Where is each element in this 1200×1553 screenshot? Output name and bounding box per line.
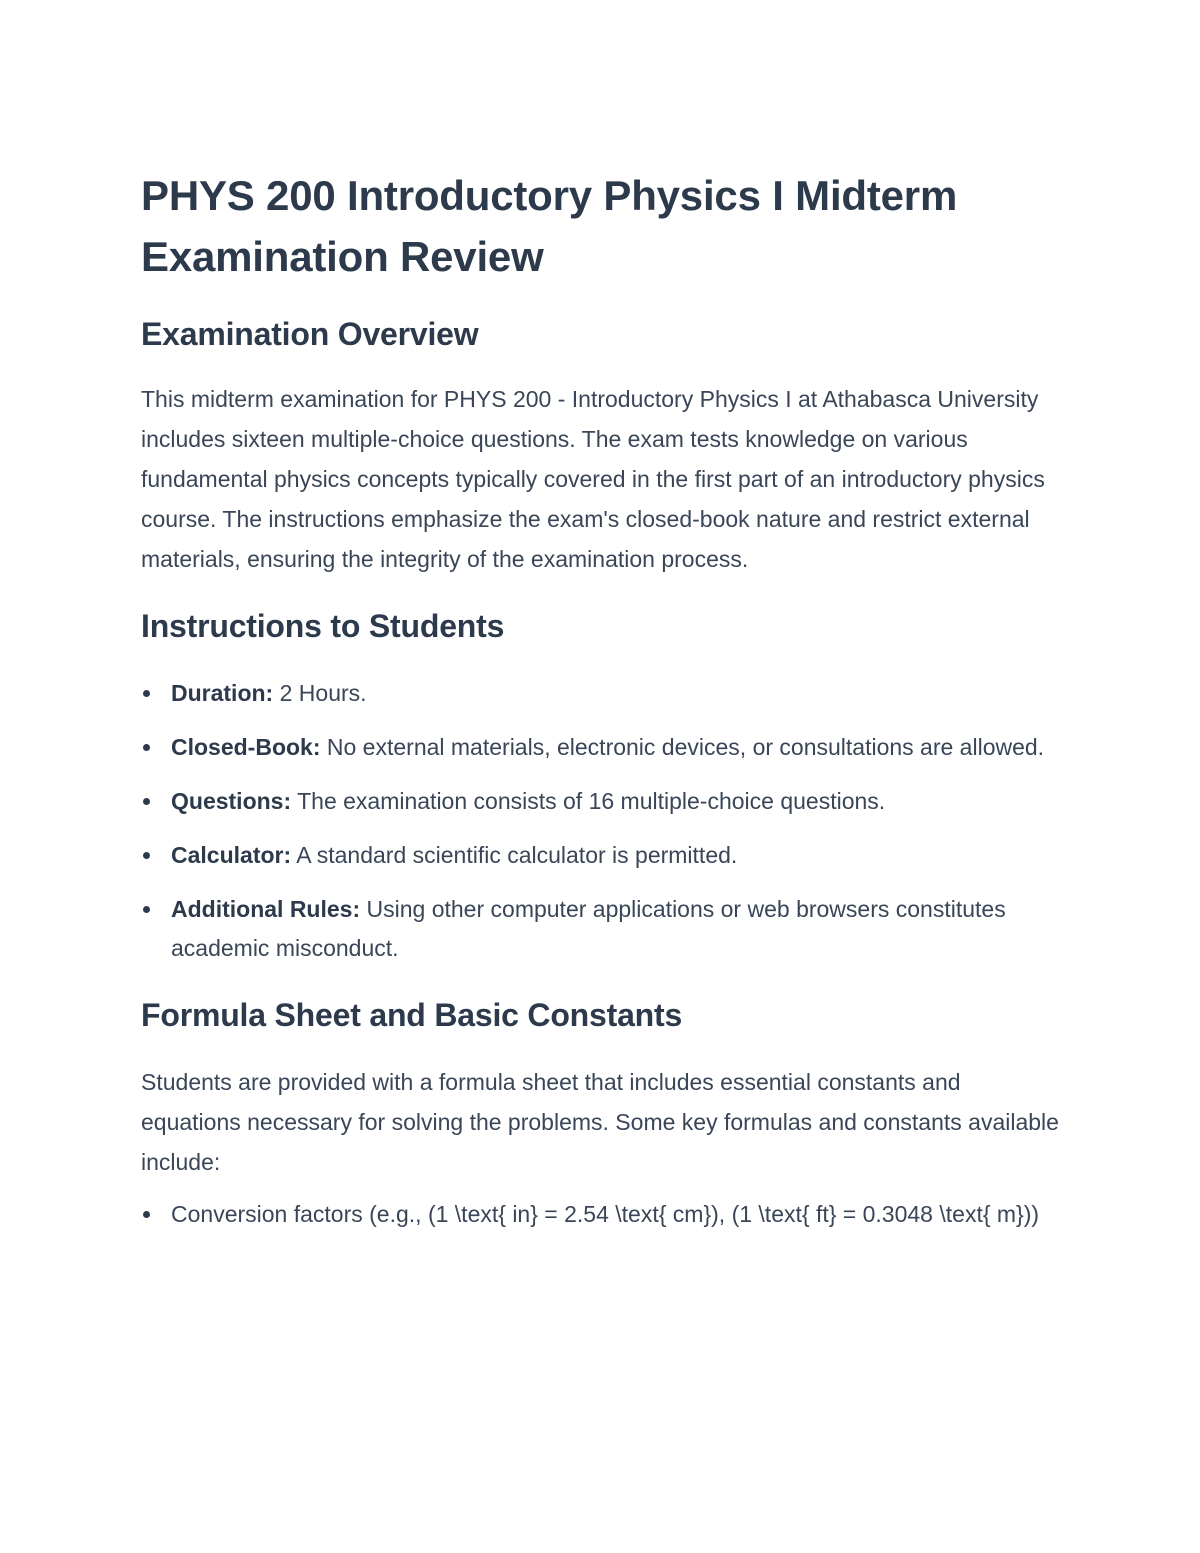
item-label: Additional Rules: bbox=[171, 896, 361, 922]
list-item bbox=[141, 836, 1061, 875]
section-heading-instructions: Instructions to Students bbox=[141, 608, 505, 644]
item-label: Calculator: bbox=[171, 842, 292, 868]
bullet-icon bbox=[143, 744, 150, 751]
document-title: PHYS 200 Introductory Physics I Midterm Examination Review bbox=[141, 172, 958, 280]
formula-paragraph: Students are provided with a formula sheet that includes essential constants and equations necessary for solving the problems. Some key formulas and constants available include: bbox=[141, 1069, 1059, 1175]
section-heading-formula-sheet: Formula Sheet and Basic Constants bbox=[141, 997, 683, 1033]
list-item bbox=[141, 782, 1061, 821]
bullet-icon bbox=[143, 690, 150, 697]
list-item bbox=[141, 890, 1061, 968]
list-item bbox=[141, 1195, 1061, 1234]
item-label: Questions: bbox=[171, 788, 292, 814]
formula-list bbox=[141, 1195, 1061, 1234]
overview-paragraph: This midterm examination for PHYS 200 - Introductory Physics I at Athabasca University includes sixteen multiple-choice questions. The exam tests knowledge on various fundamental physics concepts typically covered in the first part of an introductory physics course. The instructions emphasize the exam's closed-book nature and restrict external materials, ensuring the integrity of the examination process. bbox=[141, 386, 1045, 572]
list-item bbox=[141, 674, 1061, 713]
document-page bbox=[141, 165, 1061, 1234]
item-label: Duration: bbox=[171, 680, 274, 706]
item-text: A standard scientific calculator is permitted. bbox=[291, 842, 738, 868]
item-text: The examination consists of 16 multiple-choice questions. bbox=[291, 788, 886, 814]
item-text: Using other computer applications or web browsers constitutes academic misconduct. bbox=[171, 896, 1006, 961]
item-text: Conversion factors (e.g., (1 \text{ in} = 2.54 \text{ cm}), (1 \text{ ft} = 0.3048 \text{ m})) bbox=[171, 1201, 1040, 1227]
list-item bbox=[141, 728, 1061, 767]
bullet-icon bbox=[143, 852, 150, 859]
bullet-icon bbox=[143, 1211, 150, 1218]
bullet-icon bbox=[143, 798, 150, 805]
bullet-icon bbox=[143, 906, 150, 913]
item-text: No external materials, electronic devices, or consultations are allowed. bbox=[320, 734, 1045, 760]
item-text: 2 Hours. bbox=[273, 680, 367, 706]
instructions-list bbox=[141, 674, 1061, 968]
section-heading-overview: Examination Overview bbox=[141, 316, 479, 352]
item-label: Closed-Book: bbox=[171, 734, 321, 760]
